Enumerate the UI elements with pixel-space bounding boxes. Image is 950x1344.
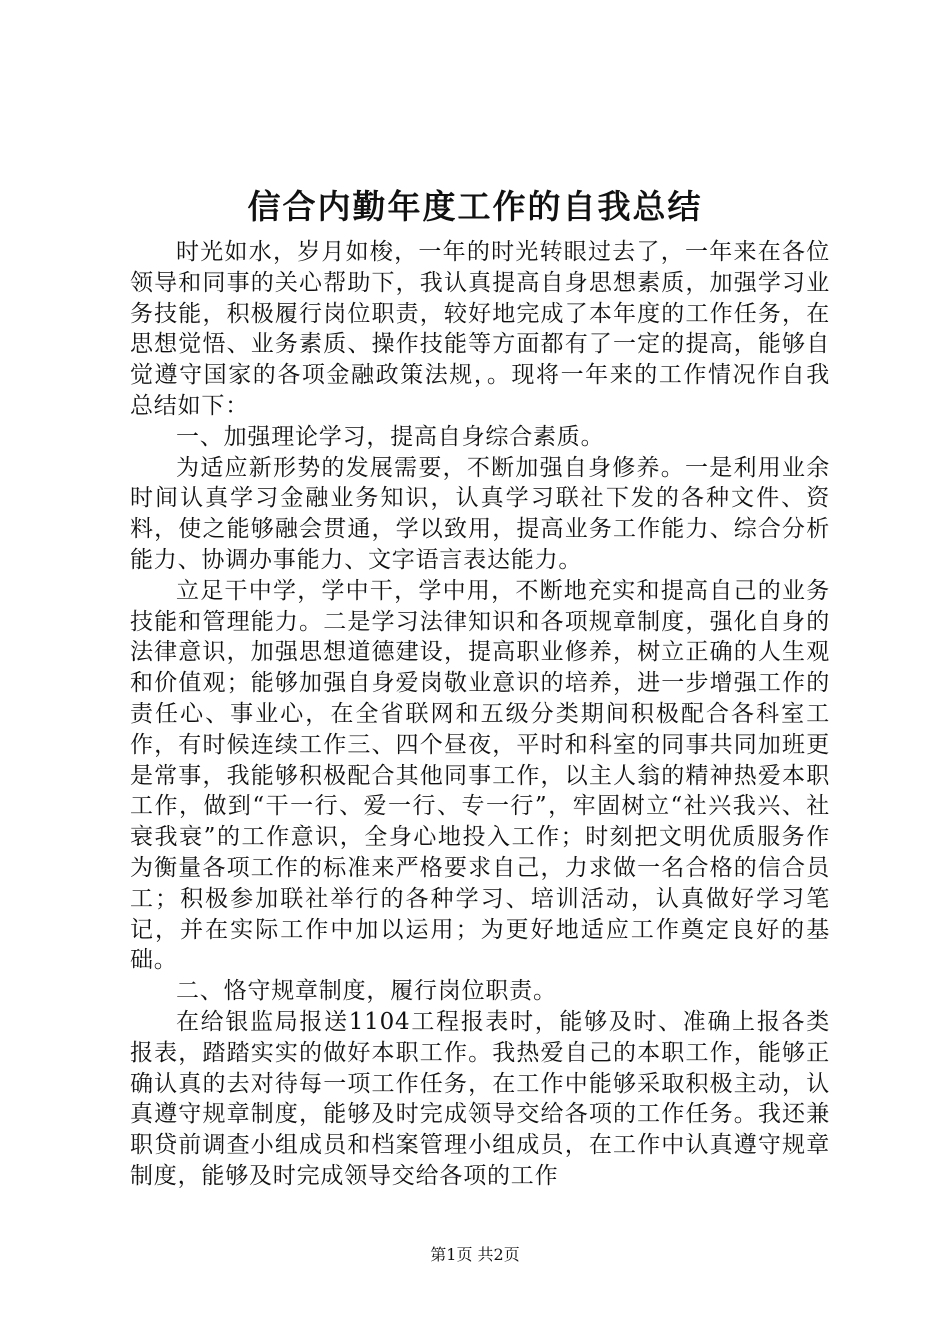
section-heading-2: 二、恪守规章制度，履行岗位职责。 <box>176 978 557 1005</box>
page-footer: 第1页 共2页 <box>430 1245 520 1264</box>
section-heading-1: 一、加强理论学习，提高自身综合素质。 <box>176 423 605 450</box>
paragraph-duties: 在给银监局报送1104工程报表时，能够及时、准确上报各类报表，踏踏实实的做好本职工作。我热爱自己的本职工作，能够正确认真的去对待每一项工作任务，在工作中能够采取积极主动，认真遵守规章制度，能够及时完成领导交给各项的工作任务。我还兼职贷前调查小组成员和档案管理小组成员，在工作中认真遵守规章制度，能够及时完成领导交给各项的工作 <box>130 1008 830 1189</box>
document-body <box>130 237 830 1192</box>
paragraph-study: 为适应新形势的发展需要，不断加强自身修养。一是利用业余时间认真学习金融业务知识，认真学习联社下发的各种文件、资料，使之能够融会贯通，学以致用，提高业务工作能力、综合分析能力、协调办事能力、文字语言表达能力。 <box>130 454 830 573</box>
document-title: 信合内勤年度工作的自我总结 <box>247 187 703 226</box>
paragraph-skills: 立足干中学，学中干，学中用，不断地充实和提高自己的业务技能和管理能力。二是学习法律知识和各项规章制度，强化自身的法律意识，加强思想道德建设，提高职业修养，树立正确的人生观和价值观；能够加强自身爱岗敬业意识的培养，进一步增强工作的责任心、事业心，在全省联网和五级分类期间积极配合各科室工作，有时候连续工作三、四个昼夜，平时和科室的同事共同加班更是常事，我能够积极配合其他同事工作，以主人翁的精神热爱本职工作，做到“干一行、爱一行、专一行”，牢固树立“社兴我兴、社衰我衰”的工作意识，全身心地投入工作；时刻把文明优质服务作为衡量各项工作的标准来严格要求自己，力求做一名合格的信合员工；积极参加联社举行的各种学习、培训活动，认真做好学习笔记，并在实际工作中加以运用；为更好地适应工作奠定良好的基础。 <box>130 577 830 974</box>
paragraph-intro: 时光如水，岁月如梭，一年的时光转眼过去了，一年来在各位领导和同事的关心帮助下，我认真提高自身思想素质，加强学习业务技能，积极履行岗位职责，较好地完成了本年度的工作任务，在思想觉悟、业务素质、操作技能等方面都有了一定的提高，能够自觉遵守国家的各项金融政策法规，。现将一年来的工作情况作自我总结如下： <box>130 239 830 419</box>
